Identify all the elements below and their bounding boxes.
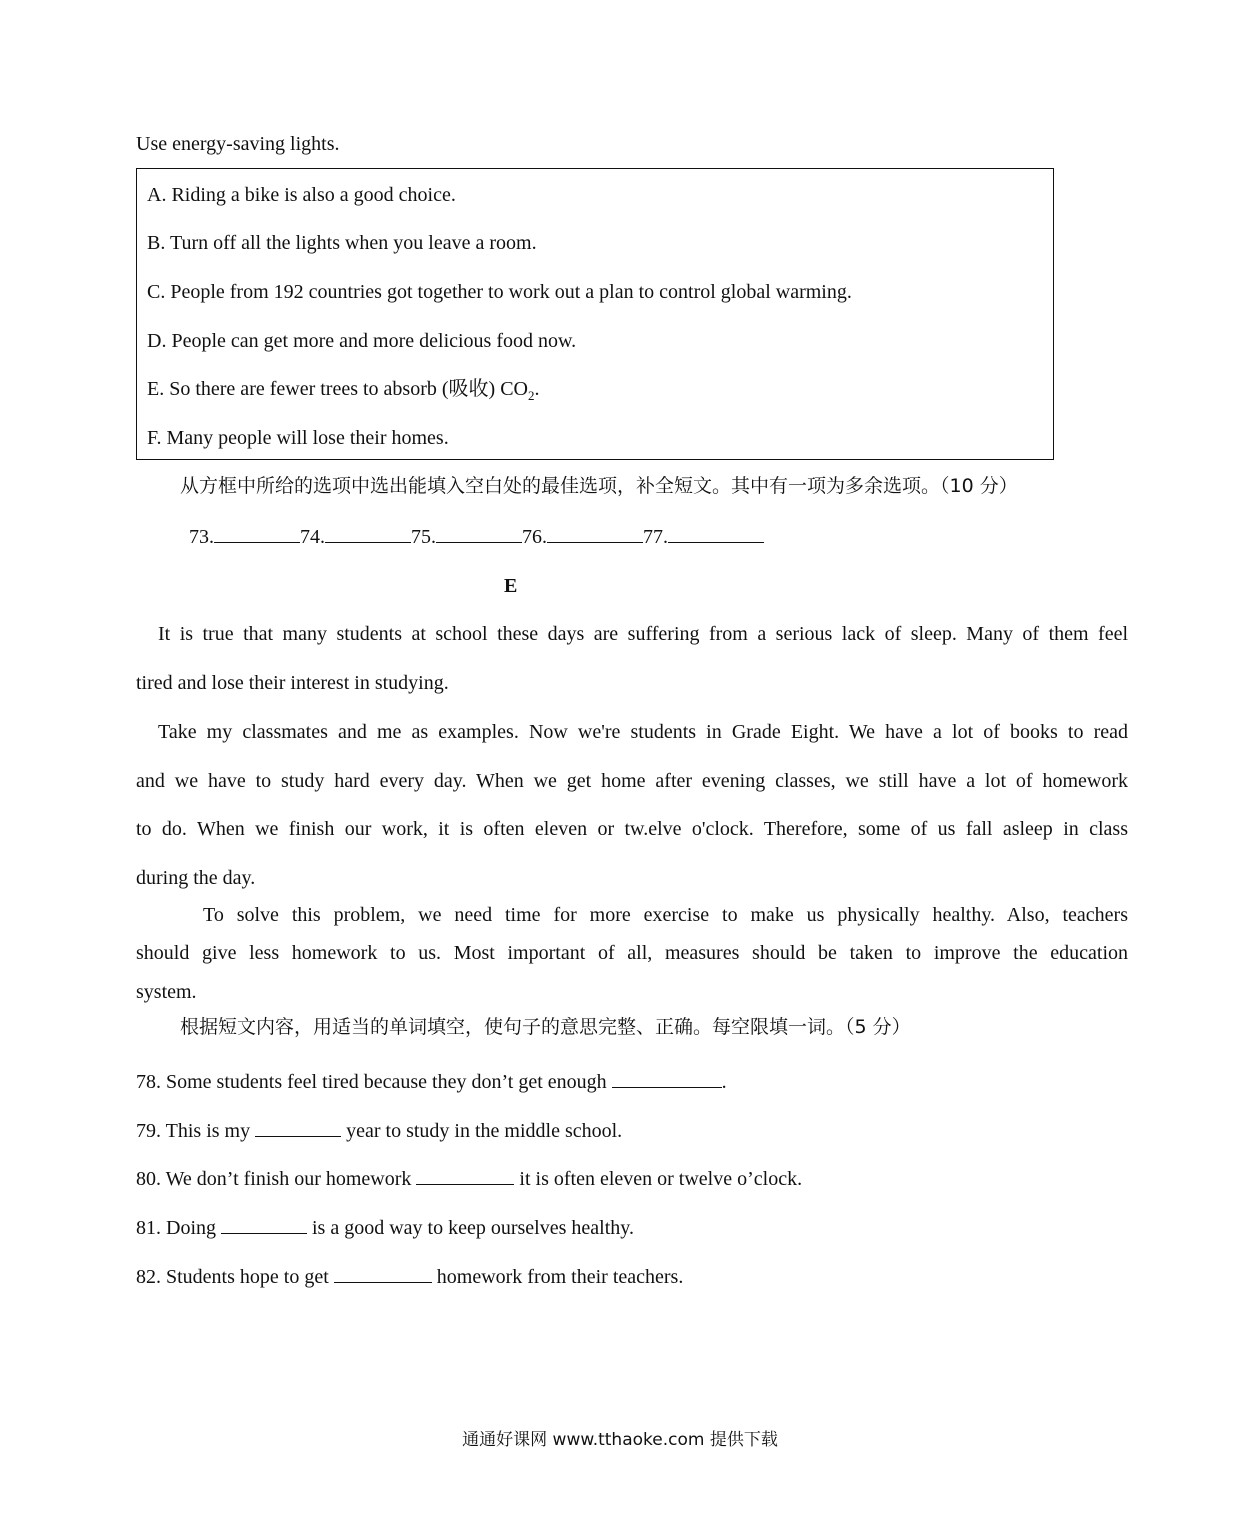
answer-blank-79[interactable]	[255, 1135, 341, 1137]
passage-p3-line2: should give less homework to us. Most important of all, measures should be taken to improve the education	[136, 942, 1128, 964]
option-e-subscript: 2	[527, 388, 535, 403]
answer-label-75: 75.	[411, 526, 436, 548]
option-d: D. People can get more and more delicious food now.	[147, 330, 577, 352]
question-81-end: is a good way to keep ourselves healthy.	[307, 1217, 634, 1239]
answer-blank-82[interactable]	[334, 1281, 432, 1283]
passage-p3-line3: system.	[136, 981, 197, 1003]
instruction-2: 根据短文内容，用适当的单词填空，使句子的意思完整、正确。每空限填一词。（5 分）	[180, 1016, 911, 1038]
passage-p2-line3: to do. When we finish our work, it is often eleven or tw.elve o'clock. Therefore, some of us fall asleep in class	[136, 818, 1128, 840]
answer-blanks-row	[189, 527, 764, 547]
option-c: C. People from 192 countries got together to work out a plan to control global warming.	[147, 281, 852, 303]
answer-label-73: 73.	[189, 526, 214, 548]
passage-p1-line2: tired and lose their interest in studying.	[136, 672, 449, 694]
section-title: E	[504, 575, 518, 597]
question-80-end: it is often eleven or twelve o’clock.	[514, 1168, 803, 1190]
question-82	[136, 1267, 683, 1287]
footer-watermark: 通通好课网 www.tthaoke.com 提供下载	[462, 1430, 778, 1450]
answer-blank-73[interactable]	[214, 541, 300, 543]
question-81	[136, 1218, 634, 1238]
answer-label-76: 76.	[522, 526, 547, 548]
question-82-text: 82. Students hope to get	[136, 1266, 334, 1288]
passage-p3-line1: To solve this problem, we need time for more exercise to make us physically healthy. Also, teachers	[203, 904, 1128, 926]
option-f: F. Many people will lose their homes.	[147, 427, 449, 449]
option-e-text: E. So there are fewer trees to absorb (吸收) CO	[147, 378, 528, 400]
passage-p1-line1: It is true that many students at school these days are suffering from a serious lack of sleep. Many of them feel	[158, 623, 1128, 645]
passage-p2-line2: and we have to study hard every day. When we get home after evening classes, we still have a lot of homework	[136, 770, 1128, 792]
question-79	[136, 1121, 622, 1141]
answer-blank-77[interactable]	[668, 541, 764, 543]
instruction-1: 从方框中所给的选项中选出能填入空白处的最佳选项，补全短文。其中有一项为多余选项。（10 分）	[180, 475, 1018, 497]
answer-blank-76[interactable]	[547, 541, 643, 543]
intro-line: Use energy-saving lights.	[136, 133, 340, 155]
answer-blank-75[interactable]	[436, 541, 522, 543]
answer-blank-74[interactable]	[325, 541, 411, 543]
answer-blank-81[interactable]	[221, 1232, 307, 1234]
options-box	[136, 168, 1054, 460]
question-78	[136, 1072, 727, 1092]
passage-p2-line1: Take my classmates and me as examples. Now we're students in Grade Eight. We have a lot of books to read	[158, 721, 1128, 743]
option-e-end: .	[534, 378, 540, 400]
question-80	[136, 1169, 802, 1189]
question-81-text: 81. Doing	[136, 1217, 221, 1239]
answer-label-77: 77.	[643, 526, 668, 548]
answer-label-74: 74.	[300, 526, 325, 548]
option-e	[147, 379, 539, 402]
question-82-end: homework from their teachers.	[431, 1266, 684, 1288]
question-79-end: year to study in the middle school.	[341, 1120, 623, 1142]
answer-blank-78[interactable]	[612, 1086, 722, 1088]
answer-blank-80[interactable]	[416, 1183, 514, 1185]
option-a: A. Riding a bike is also a good choice.	[147, 184, 456, 206]
question-79-text: 79. This is my	[136, 1120, 256, 1142]
question-80-text: 80. We don’t finish our homework	[136, 1168, 417, 1190]
question-78-text: 78. Some students feel tired because they don’t get enough	[136, 1071, 612, 1093]
passage-p2-line4: during the day.	[136, 867, 256, 889]
option-b: B. Turn off all the lights when you leave a room.	[147, 232, 537, 254]
question-78-end: .	[721, 1071, 727, 1093]
